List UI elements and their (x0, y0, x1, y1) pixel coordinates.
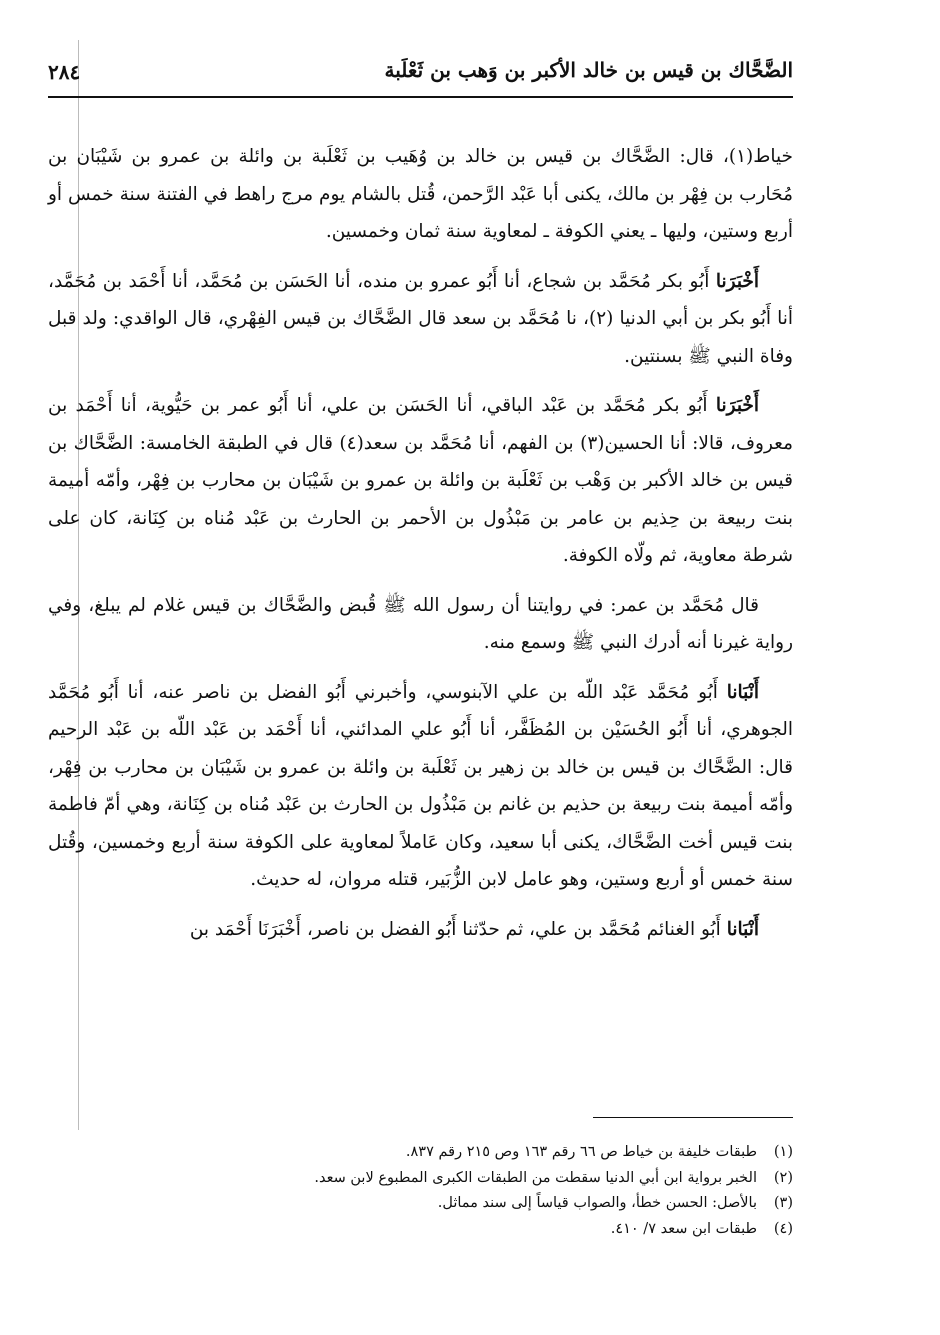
paragraph (48, 911, 793, 949)
footnote (48, 1217, 793, 1243)
running-title: الضَّحَّاك بن قيس بن خالد الأكبر بن وَهب بن ثَعْلَبة (384, 58, 793, 82)
footnote (48, 1140, 793, 1166)
paragraph-text: أَبُو الغنائم مُحَمَّد بن علي، ثم حدّثنا أَبُو الفضل بن ناصر، أَخْبَرَنَا أَحْمَد بن (189, 918, 727, 940)
page-header (48, 52, 793, 98)
main-text (48, 138, 793, 960)
footnote-separator (593, 1117, 793, 1118)
paragraph (48, 387, 793, 575)
footnote-text: بالأصل: الحسن خطأ، والصواب قياساً إلى سند مماثل. (437, 1195, 757, 1211)
footnotes (48, 1140, 793, 1242)
paragraph-text: قال مُحَمَّد بن عمر: في روايتنا أن رسول الله ﷺ قُبض والضَّحَّاك بن قيس غلام لم يبلغ، وفي رواية غيرنا أنه أدرك النبي ﷺ وسمع منه. (48, 594, 793, 653)
footnote-text: طبقات ابن سعد ٧/ ٤١٠. (610, 1220, 757, 1237)
paragraph (48, 138, 793, 251)
paragraph-text: أَبُو بكر مُحَمَّد بن عَبْد الباقي، أنا الحَسَن بن علي، أنا أَبُو عمر بن حَيُّوية، أنا أَحْمَد بن معروف، قالا: أنا الحسين(٣) بن الفهم، أنا مُحَمَّد بن سعد(٤) قال في الطبقة الخامسة: الضَّحَّاك بن قيس بن خالد الأكبر بن وَهْب بن ثَعْلَبة بن وائلة بن عمرو بن شَيْبَان بن محارب بن فِهْر، وأمّه أميمة بنت ربيعة بن حِذيم بن عامر بن مَبْذُول بن الأحمر بن الحارث بن عَبْد مُناه بن كِنَانة، كان على شرطة معاوية، ثم ولّاه الكوفة. (48, 395, 794, 566)
paragraph (48, 674, 793, 899)
footnote-text: طبقات خليفة بن خياط ص ٦٦ رقم ١٦٣ وص ٢١٥ رقم ٨٣٧. (405, 1144, 757, 1160)
footnote-number: (٤) (773, 1220, 793, 1237)
paragraph-lead: أَخْبَرَنا (715, 395, 759, 416)
footnote-number: (١) (773, 1144, 793, 1160)
footnote (48, 1191, 793, 1217)
page-number: ٢٨٤ (48, 60, 81, 84)
paragraph-lead: أَخْبَرَنا (715, 270, 759, 292)
paragraph-text: أَبُو بكر مُحَمَّد بن شجاع، أنا أَبُو عمرو بن منده، أنا الحَسَن بن مُحَمَّد، أنا أَحْمَد بن مُحَمَّد، أنا أَبُو بكر بن أبي الدنيا (٢)، نا مُحَمَّد بن سعد قال الضَّحَّاك بن قيس الفِهْري، قال الواقدي: ولد قبل وفاة النبي ﷺ بسنتين. (48, 270, 793, 367)
footnote-number: (٣) (773, 1195, 793, 1211)
paragraph (48, 587, 793, 662)
footnote-number: (٢) (773, 1169, 793, 1186)
paragraph (48, 263, 793, 376)
paragraph-lead: أَنْبَانا (726, 918, 759, 940)
paragraph-text: أَبُو مُحَمَّد عَبْد اللّه بن علي الآبنوسي، وأخبرني أَبُو الفضل بن ناصر عنه، أنا أَبُو مُحَمَّد الجوهري، أنا أَبُو الحُسَيْن بن المُظَفَّر، أنا أَبُو علي المدائني، أنا أَحْمَد بن عَبْد اللّه بن عَبْد الرحيم قال: الضَّحَّاك بن قيس بن خالد بن زهير بن ثَعْلَبة بن وائلة بن عمرو بن شَيْبَان بن محارب بن فِهْر، وأمّه أميمة بنت ربيعة بن حذيم بن غانم بن مَبْذُول بن الحارث بن عَبْد مُناه بن كِنَانة، وهي أمّ فاطمة بنت قيس أخت الضَّحَّاك، يكنى أبا سعيد، وكان عَاملاً لمعاوية على الكوفة سنة أربع وخمسين، وقُتل سنة خمس أو أربع وستين، وهو عامل لابن الزُّبَير، قتله مروان، له حديث. (48, 681, 793, 890)
footnote (48, 1166, 793, 1192)
paragraph-text: خياط(١)، قال: الضَّحَّاك بن قيس بن خالد بن وُهَيب بن ثَعْلَبة بن وائلة بن عمرو بن شَيْبَان بن مُحَارب بن فِهْر بن مالك، يكنى أبا عَبْد الرَّحمن، قُتل بالشام يوم مرج راهط في الفتنة سنة خمس أو أربع وستين، وليها ـ يعني الكوفة ـ لمعاوية سنة ثمان وخمسين. (48, 146, 793, 242)
footnote-text: الخبر برواية ابن أبي الدنيا سقطت من الطبقات الكبرى المطبوع لابن سعد. (314, 1169, 757, 1186)
paragraph-lead: أَنْبَانا (726, 681, 759, 703)
